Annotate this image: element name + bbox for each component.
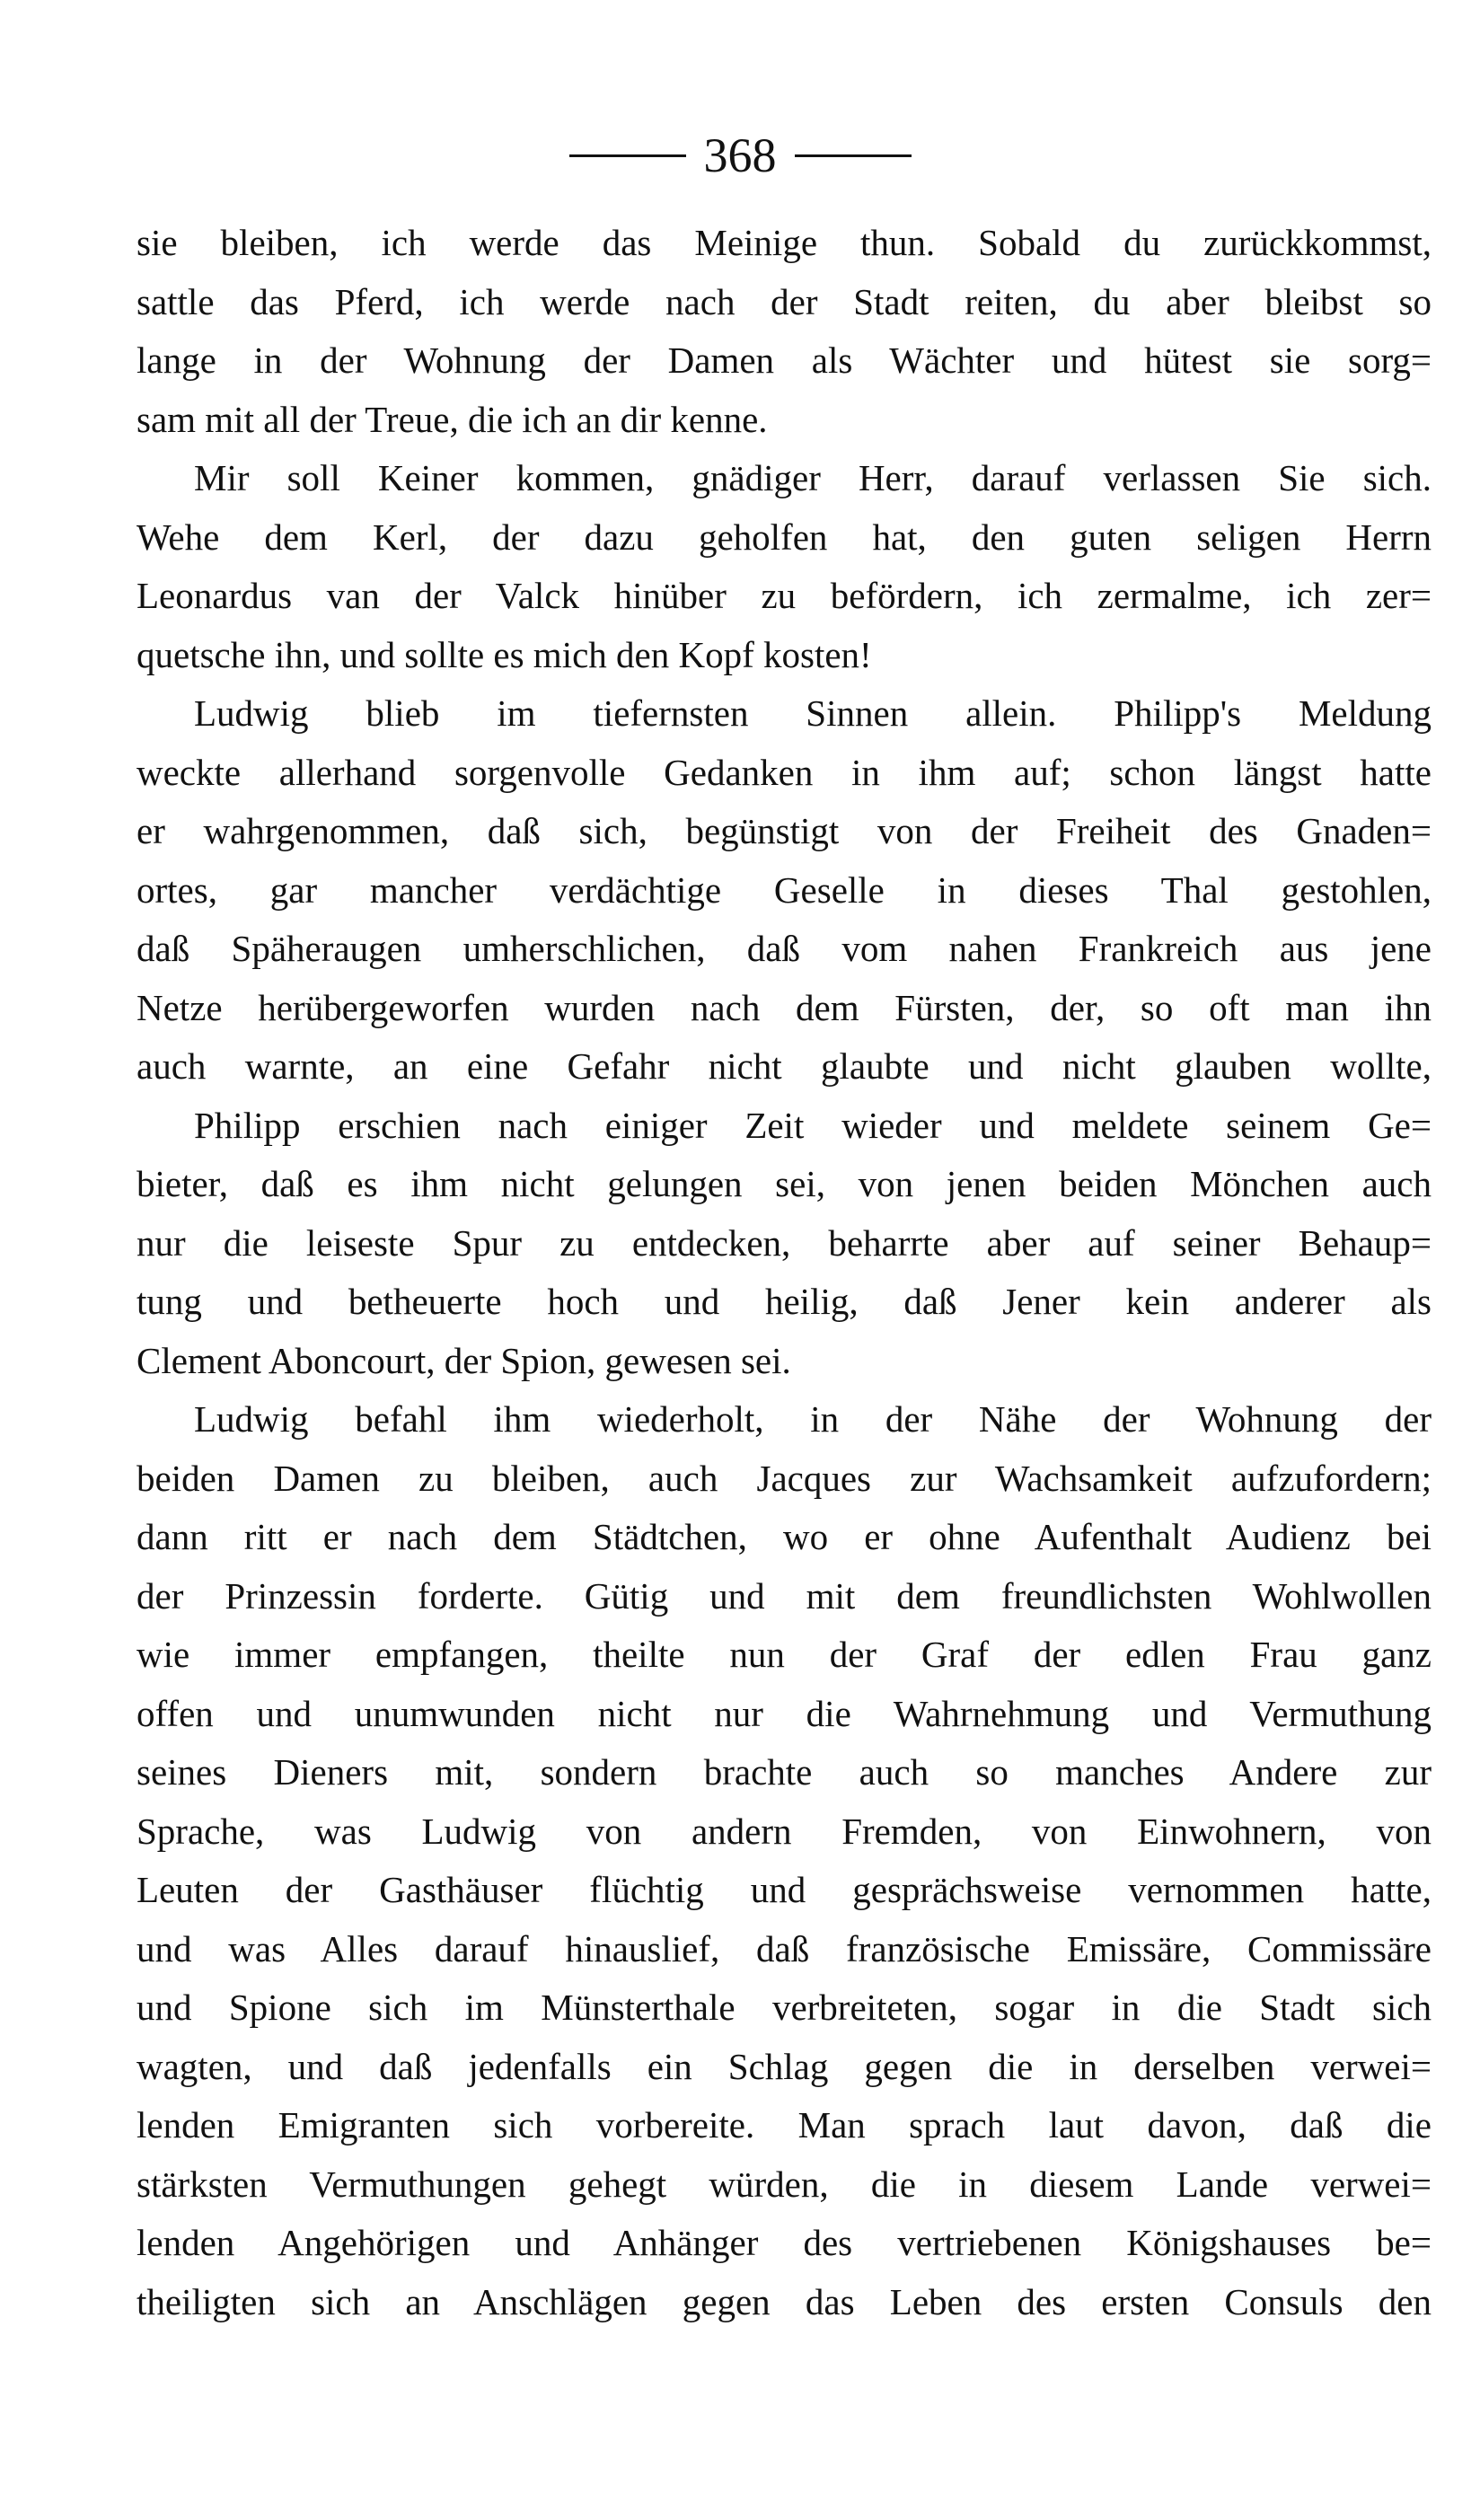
- text-line: sattle das Pferd, ich werde nach der Stadt reiten, du aber bleibst so: [137, 280, 1432, 322]
- text-line: lenden Angehörigen und Anhänger des vertriebenen Königshauses be=: [137, 2222, 1432, 2263]
- text-line: tung und betheuerte hoch und heilig, daß Jener kein anderer als: [137, 1281, 1432, 1322]
- text-line: lange in der Wohnung der Damen als Wächter und hütest sie sorg=: [137, 339, 1432, 381]
- text-line: der Prinzessin forderte. Gütig und mit dem freundlichsten Wohlwollen: [137, 1574, 1432, 1617]
- text-line: wagten, und daß jedenfalls ein Schlag gegen die in derselben verwei=: [137, 2045, 1432, 2087]
- text-line: offen und unumwunden nicht nur die Wahrnehmung und Vermuthung: [137, 1692, 1432, 1734]
- text-line: wie immer empfangen, theilte nun der Graf der edlen Frau ganz: [137, 1634, 1432, 1675]
- text-line: daß Späheraugen umherschlichen, daß vom nahen Frankreich aus jene: [137, 928, 1432, 969]
- right-rule: [795, 154, 912, 157]
- body-text: [137, 214, 1432, 2331]
- text-line: theiligten sich an Anschlägen gegen das Leben des ersten Consuls den: [137, 2280, 1432, 2322]
- text-line: dann ritt er nach dem Städtchen, wo er ohne Aufenthalt Audienz bei: [137, 1516, 1432, 1557]
- text-line: stärksten Vermuthungen gehegt würden, die in diesem Lande verwei=: [137, 2163, 1432, 2205]
- page-header: [0, 124, 1480, 187]
- text-line: lenden Emigranten sich vorbereite. Man sprach laut davon, daß die: [137, 2104, 1432, 2146]
- text-line: Philipp erschien nach einiger Zeit wieder und meldete seinem Ge=: [194, 1104, 1432, 1146]
- text-line: weckte allerhand sorgenvolle Gedanken in ihm auf; schon längst hatte: [137, 751, 1432, 793]
- text-line: bieter, daß es ihm nicht gelungen sei, von jenen beiden Mönchen auch: [137, 1163, 1432, 1204]
- text-line: auch warnte, an eine Gefahr nicht glaubte und nicht glauben wollte,: [137, 1045, 1432, 1087]
- text-line: Leonardus van der Valck hinüber zu befördern, ich zermalme, ich zer=: [137, 575, 1432, 616]
- left-rule: [569, 154, 686, 157]
- text-line: Clement Aboncourt, der Spion, gewesen sei.: [137, 1339, 791, 1381]
- paragraph: [137, 1097, 1432, 1391]
- text-line: und was Alles darauf hinauslief, daß französische Emissäre, Commissäre: [137, 1927, 1432, 1969]
- paragraph: [137, 449, 1432, 684]
- text-line: Netze herübergeworfen wurden nach dem Fürsten, der, so oft man ihn: [137, 986, 1432, 1028]
- text-line: beiden Damen zu bleiben, auch Jacques zur Wachsamkeit aufzufordern;: [137, 1457, 1432, 1499]
- text-line: sie bleiben, ich werde das Meinige thun. Sobald du zurückkommst,: [137, 222, 1432, 263]
- text-line: Sprache, was Ludwig von andern Fremden, von Einwohnern, von: [137, 1810, 1432, 1852]
- text-line: ortes, gar mancher verdächtige Geselle in dieses Thal gestohlen,: [137, 868, 1432, 911]
- text-line: seines Dieners mit, sondern brachte auch so manches Andere zur: [137, 1751, 1432, 1793]
- paragraph: [137, 1390, 1432, 2331]
- paragraph: [137, 684, 1432, 1097]
- text-line: Mir soll Keiner kommen, gnädiger Herr, darauf verlassen Sie sich.: [194, 457, 1432, 498]
- text-line: sam mit all der Treue, die ich an dir kenne.: [137, 398, 768, 440]
- text-line: er wahrgenommen, daß sich, begünstigt von der Freiheit des Gnaden=: [137, 810, 1432, 851]
- page-number: 368: [703, 128, 777, 182]
- text-line: quetsche ihn, und sollte es mich den Kopf kosten!: [137, 633, 872, 675]
- text-line: Wehe dem Kerl, der dazu geholfen hat, den guten seligen Herrn: [137, 515, 1432, 558]
- text-line: nur die leiseste Spur zu entdecken, beharrte aber auf seiner Behaup=: [137, 1221, 1432, 1264]
- paragraph: [137, 214, 1432, 449]
- text-line: Leuten der Gasthäuser flüchtig und gesprächsweise vernommen hatte,: [137, 1869, 1432, 1910]
- text-line: Ludwig befahl ihm wiederholt, in der Nähe der Wohnung der: [194, 1398, 1432, 1440]
- text-line: und Spione sich im Münsterthale verbreiteten, sogar in die Stadt sich: [137, 1987, 1432, 2028]
- text-line: Ludwig blieb im tiefernsten Sinnen allein. Philipp's Meldung: [194, 692, 1432, 734]
